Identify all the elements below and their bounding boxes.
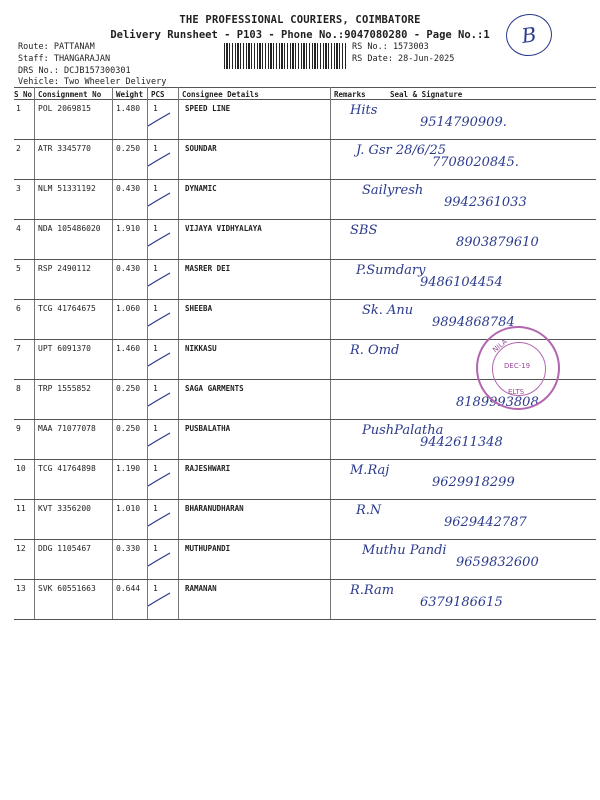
row-signature-phone: 8903879610	[456, 235, 539, 250]
tick-mark	[146, 191, 172, 209]
row-consignment-no: SVK 60551663	[38, 584, 96, 593]
row-signature-name: R.Ram	[350, 583, 395, 598]
header-consignee: Consignee Details	[182, 90, 259, 99]
row-consignment-no: TRP 1555852	[38, 384, 91, 393]
tick-mark	[146, 431, 172, 449]
row-weight: 0.644	[116, 584, 141, 593]
row-sno: 11	[16, 504, 26, 513]
runsheet-title: Delivery Runsheet - P103 - Phone No.:9047080280 - Page No.:1	[110, 29, 490, 41]
row-consignee: MASRER DEI	[185, 264, 231, 273]
row-signature-name: R.N	[356, 503, 382, 518]
row-sno: 12	[16, 544, 26, 553]
barcode	[224, 43, 346, 69]
row-sno: 13	[16, 584, 26, 593]
row-signature-name: Sailyresh	[362, 183, 424, 198]
header-pcs: PCS	[151, 90, 165, 99]
row-weight: 0.250	[116, 424, 141, 433]
row-pcs: 1	[153, 384, 158, 393]
drs-label: DRS No.: DCJB157300301	[18, 66, 131, 76]
row-signature-name: Hits	[350, 103, 378, 118]
row-consignee: MUTHUPANDI	[185, 544, 231, 553]
row-consignment-no: UPT 6091370	[38, 344, 91, 353]
header-consignment: Consignment No	[38, 90, 102, 99]
row-signature-phone: 9514790909.	[420, 115, 507, 130]
row-pcs: 1	[153, 144, 158, 153]
row-signature-phone: 6379186615	[420, 595, 503, 610]
tick-mark	[146, 391, 172, 409]
row-signature-phone: 9894868784	[432, 315, 515, 330]
row-consignee: SPEED LINE	[185, 104, 231, 113]
tick-mark	[146, 591, 172, 609]
row-consignment-no: NDA 105486020	[38, 224, 101, 233]
row-signature-phone: 9659832600	[456, 555, 539, 570]
row-consignee: NIKKASU	[185, 344, 217, 353]
row-weight: 1.190	[116, 464, 141, 473]
row-weight: 0.250	[116, 144, 141, 153]
table-row	[14, 419, 596, 459]
row-weight: 0.430	[116, 184, 141, 193]
tick-mark	[146, 311, 172, 329]
row-pcs: 1	[153, 264, 158, 273]
tick-mark	[146, 151, 172, 169]
tick-mark	[146, 111, 172, 129]
row-pcs: 1	[153, 104, 158, 113]
row-pcs: 1	[153, 424, 158, 433]
header-weight: Weight	[116, 90, 144, 99]
row-signature-name: J. Gsr 28/6/25	[356, 143, 446, 158]
row-consignee: SAGA GARMENTS	[185, 384, 244, 393]
row-sno: 6	[16, 304, 21, 313]
row-weight: 0.330	[116, 544, 141, 553]
row-weight: 0.430	[116, 264, 141, 273]
table-row	[14, 579, 596, 619]
row-consignment-no: POL 2069815	[38, 104, 91, 113]
row-pcs: 1	[153, 224, 158, 233]
row-consignment-no: DDG 1105467	[38, 544, 91, 553]
header-sno: S No	[14, 90, 33, 99]
rs-no-label: RS No.: 1573003	[352, 42, 429, 52]
row-sno: 2	[16, 144, 21, 153]
row-signature-name: Muthu Pandi	[362, 543, 447, 558]
row-consignment-no: MAA 71077078	[38, 424, 96, 433]
row-consignment-no: RSP 2490112	[38, 264, 91, 273]
tick-mark	[146, 351, 172, 369]
row-sno: 4	[16, 224, 21, 233]
row-consignee: DYNAMIC	[185, 184, 217, 193]
row-consignee: BHARANUDHARAN	[185, 504, 244, 513]
row-consignee: SOUNDAR	[185, 144, 217, 153]
seal-stamp: NILA DEC-19 ELTS	[476, 326, 560, 410]
row-consignment-no: KVT 3356200	[38, 504, 91, 513]
header-seal: Seal & Signature	[390, 90, 463, 99]
row-rule	[14, 619, 596, 620]
row-signature-phone: 9486104454	[420, 275, 503, 290]
row-signature-phone: 8189993808	[456, 395, 539, 410]
rs-date-label: RS Date: 28-Jun-2025	[352, 54, 455, 64]
row-signature-name: PushPalatha	[362, 423, 444, 438]
row-weight: 1.910	[116, 224, 141, 233]
row-signature-phone: 9942361033	[444, 195, 527, 210]
company-title: THE PROFESSIONAL COURIERS, COIMBATORE	[179, 14, 421, 26]
row-consignment-no: TCG 41764675	[38, 304, 96, 313]
row-signature-name: SBS	[350, 223, 378, 238]
row-sno: 8	[16, 384, 21, 393]
row-consignment-no: NLM 51331192	[38, 184, 96, 193]
table-row	[14, 259, 596, 299]
row-pcs: 1	[153, 504, 158, 513]
row-signature-phone: 9442611348	[420, 435, 503, 450]
row-sno: 3	[16, 184, 21, 193]
row-consignment-no: ATR 3345770	[38, 144, 91, 153]
header-remarks: Remarks	[334, 90, 366, 99]
row-sno: 7	[16, 344, 21, 353]
staff-label: Staff: THANGARAJAN	[18, 54, 111, 64]
circled-letter-mark: B	[503, 11, 554, 59]
row-pcs: 1	[153, 344, 158, 353]
row-consignee: PUSBALATHA	[185, 424, 231, 433]
table-row	[14, 99, 596, 139]
table-top-rule	[14, 87, 596, 88]
row-weight: 0.250	[116, 384, 141, 393]
row-pcs: 1	[153, 464, 158, 473]
row-signature-phone: 7708020845.	[432, 155, 519, 170]
route-label: Route: PATTANAM	[18, 42, 95, 52]
row-sno: 1	[16, 104, 21, 113]
row-weight: 1.060	[116, 304, 141, 313]
row-signature-phone: 9629442787	[444, 515, 527, 530]
row-signature-name: Sk. Anu	[362, 303, 414, 318]
row-signature-phone: 9629918299	[432, 475, 515, 490]
row-sno: 5	[16, 264, 21, 273]
row-signature-name: M.Raj	[350, 463, 390, 478]
row-sno: 10	[16, 464, 26, 473]
row-pcs: 1	[153, 184, 158, 193]
tick-mark	[146, 231, 172, 249]
row-weight: 1.460	[116, 344, 141, 353]
vehicle-label: Vehicle: Two Wheeler Delivery	[18, 77, 167, 87]
row-pcs: 1	[153, 544, 158, 553]
row-weight: 1.010	[116, 504, 141, 513]
row-pcs: 1	[153, 584, 158, 593]
row-consignee: RAMANAN	[185, 584, 217, 593]
row-consignee: RAJESHWARI	[185, 464, 231, 473]
tick-mark	[146, 551, 172, 569]
tick-mark	[146, 471, 172, 489]
row-pcs: 1	[153, 304, 158, 313]
tick-mark	[146, 511, 172, 529]
row-consignee: SHEEBA	[185, 304, 213, 313]
row-consignee: VIJAYA VIDHYALAYA	[185, 224, 262, 233]
row-sno: 9	[16, 424, 21, 433]
row-weight: 1.480	[116, 104, 141, 113]
row-signature-name: R. Omd	[350, 343, 400, 358]
tick-mark	[146, 271, 172, 289]
row-consignment-no: TCG 41764898	[38, 464, 96, 473]
row-signature-name: P.Sumdary	[356, 263, 426, 278]
